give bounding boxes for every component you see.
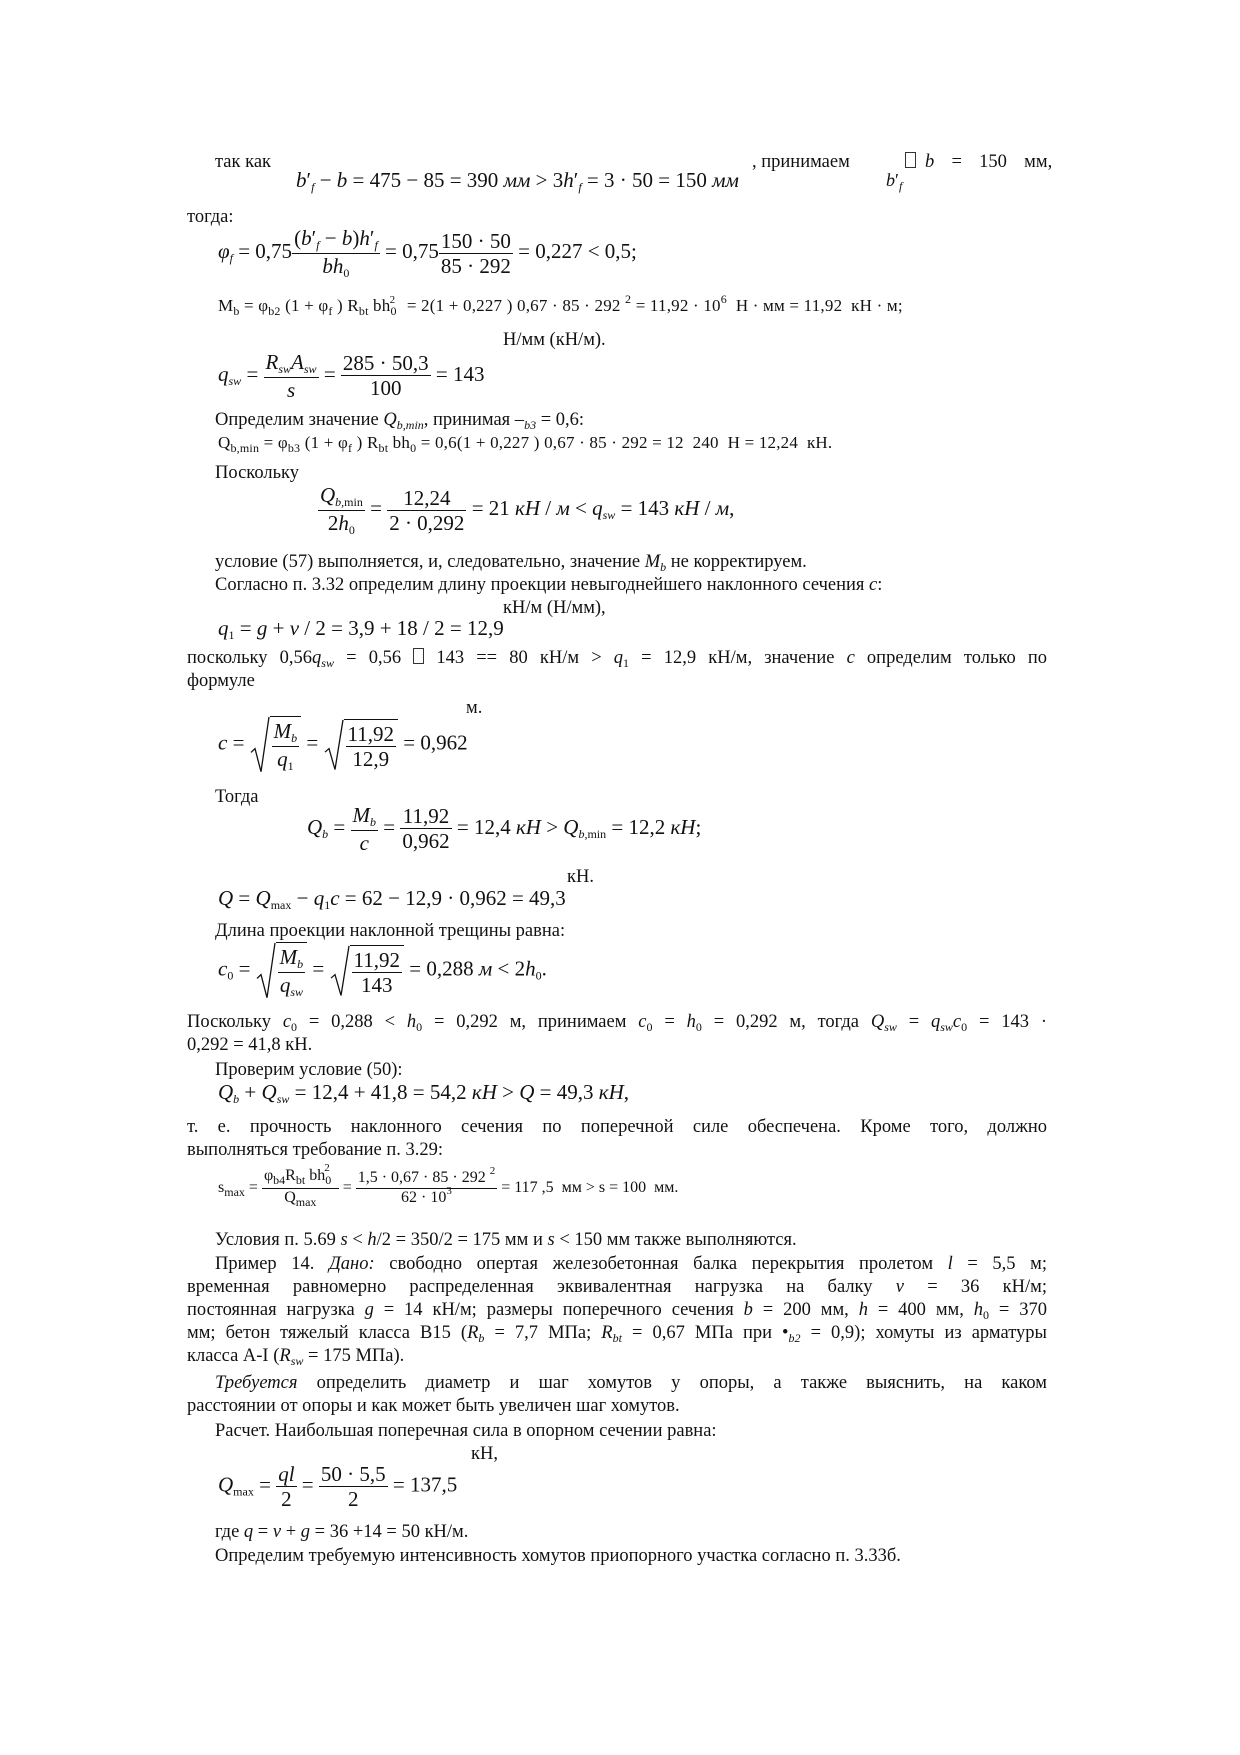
text-prochnost-l2: выполняться требование п. 3.29: — [187, 1140, 444, 1160]
text-b-150mm: b = 150 мм, — [925, 152, 1053, 172]
formula-qbmin-over-2h0: $\frac{Q_{b,min}}{2h_0}$ = $\frac{12,24}{2 \cdot 0,292}$ = 21 кН / $м < q_{sw} = 143$ кН / м, — [320, 483, 735, 537]
text-opredelim-qbmin: Определим значение $Q_{b,min}$, принимая $-_{b3} = 0,6$: — [215, 410, 585, 432]
text-tak-kak: так как — [215, 152, 272, 172]
formula-c0: $c_0$ = $\frac{M_b}{q_{sw}}$ = $\frac{11,92}{143}$ = 0,288 $м < 2h_0$. — [218, 942, 547, 1000]
text-poskolku-c0: Поскольку $c_0 = 0,288 < h_0 = 0,292$ м, принимаем $c_0 = h_0 = 0,292$ м, тогда $Q_{sw} = q_{sw}c_0 = 143$ · — [187, 1012, 1047, 1034]
formula-qbmin: $Q_{b,min} = \varphi_{b3}$ ($1 + \varphi_f$ ) $R_{bt}$ $bh_0 = 0,6(1 + 0,227$ ) 0,67 · 85 · 292 = 12 240 Н = 12,24 кН. — [218, 433, 833, 455]
text-togda-2: Тогда — [215, 787, 259, 807]
text-formule: формуле — [187, 671, 255, 691]
text-primer14-l5: класса A-I ($R_{sw} = 175$ МПа). — [187, 1346, 405, 1368]
text-0292-418: 0,292 = 41,8 кН. — [187, 1035, 313, 1055]
text-poskolku: Поскольку — [215, 463, 299, 483]
formula-c: c = $\frac{M_b}{q_1}$ = $\frac{11,92}{12,9}$ = 0,962 — [218, 716, 468, 774]
text-gde-q: где q = v + g = 36 +14 = 50 кН/м. — [215, 1522, 469, 1542]
text-opredelim-intensivnost: Определим требуемую интенсивность хомутов приопорного участка согласно п. 3.33б. — [215, 1546, 901, 1566]
text-primer14-l4: мм; бетон тяжелый класса B15 ($R_b = 7,7$ МПа; $R_{bt} = 0,67$ МПа при $•_{b2} = 0,9$); хомуты из арматуры — [187, 1323, 1047, 1345]
text-primer14-l2: временная равномерно распределенная эквивалентная нагрузка на балку v = 36 кН/м; — [187, 1277, 1047, 1297]
text-unit-m: м. — [466, 698, 483, 718]
formula-phi-f: $\varphi_f = 0,75$ $\frac{(b'_f - b)h'_f}{bh_0}$ = 0,75 $\frac{150 \cdot 50}{85 \cdot 292}$ = 0,227 < 0,5; — [218, 226, 637, 280]
formula-qmax: $Q_{max}$ = $\frac{ql}{2}$ = $\frac{50 \cdot 5,5}{2}$ = 137,5 — [218, 1462, 458, 1512]
formula-qsw: $q_{sw}$ = $\frac{R_{sw}A_{sw}}{s}$ = $\frac{285 \cdot 50,3}{100}$ = 143 — [218, 350, 485, 402]
text-usloviya-569: Условия п. 5.69 s < h/2 = 350/2 = 175 мм и s < 150 мм также выполняются. — [215, 1230, 797, 1250]
text-dlina: Длина проекции наклонной трещины равна: — [215, 921, 566, 941]
formula-q1: $q_1 = g + v / 2 = 3,9 + 18 / 2 = 12,9$ — [218, 616, 504, 642]
formula-smax: $s_{max}$ = $\frac{\varphi_{b4}R_{bt} bh_0^2}{Q_{max}}$ = $\frac{1,5 \cdot 0,67 \cdot 85 \cdot 292 ^2}{62 \cdot 10^3}$ = 117 ,5 мм > s = 100 мм. — [218, 1162, 679, 1209]
text-raschet: Расчет. Наибольшая поперечная сила в опорном сечении равна: — [215, 1421, 717, 1441]
text-primer14-l1: Пример 14. Дано: свободно опертая железобетонная балка перекрытия пролетом l = 5,5 м; — [215, 1254, 1048, 1274]
text-togda: тогда: — [187, 207, 234, 227]
formula-q: $Q = Q_{max} - q_1c = 62 - 12,9 \cdot 0,962 = 49,3$ — [218, 886, 566, 912]
text-unit-nmm: Н/мм (кН/м). — [503, 330, 606, 350]
text-proverim: Проверим условие (50): — [215, 1060, 403, 1080]
missing-glyph-box — [905, 151, 916, 173]
missing-glyph-box — [413, 648, 424, 664]
formula-mb: $M_b = \varphi_{b2}$ ($1 + \varphi_f$ ) $R_{bt}$ $bh_0^2 = 2(1 + 0,227$ ) 0,67 · 85 · 292 $^2 = 11,92 \cdot 10^6$ Н · мм = 11,92 кН · м; — [218, 292, 903, 318]
formula-qb: $Q_b$ = $\frac{M_b}{c}$ = $\frac{11,92}{0,962}$ = 12,4 кН > $Q_{b,min} = 12,2$ кН; — [307, 803, 702, 855]
text-trebuetsya-l2: расстоянии от опоры и как может быть увеличен шаг хомутов. — [187, 1396, 680, 1416]
formula-bf-minus-b: $b'_f - b = 475 - 85 = 390$ мм > $3h'_f = 3 \cdot 50 = 150$ мм — [296, 168, 739, 194]
symbol-bf: $b'_f$ — [886, 170, 903, 193]
text-unit-knm: кН/м (Н/мм), — [503, 598, 606, 618]
text-prinimaem: , принимаем — [752, 152, 850, 172]
text-soglasno-332: Согласно п. 3.32 определим длину проекции невыгоднейшего наклонного сечения c: — [215, 575, 883, 595]
text-primer14-l3: постоянная нагрузка g = 14 кН/м; размеры поперечного сечения b = 200 мм, h = 400 мм, $h_0 = 370$ — [187, 1300, 1047, 1322]
text-unit-kn-comma: кН, — [471, 1444, 498, 1464]
text-prochnost-l1: т. е. прочность наклонного сечения по поперечной силе обеспечена. Кроме того, должно — [187, 1117, 1047, 1137]
text-unit-kn: кН. — [567, 867, 594, 887]
text-uslovie-57: условие (57) выполняется, и, следовательно, значение $M_b$ не корректируем. — [215, 552, 807, 574]
formula-check-50: $Q_b + Q_{sw} = 12,4 + 41,8 = 54,2$ кН > Q = 49,3 кН, — [218, 1080, 630, 1106]
text-poskolku-056: поскольку $0,56q_{sw} = 0,56$ 143 == 80 $кН/м > q_1 = 12,9$ кН/м, значение c определим только по — [187, 648, 1048, 670]
text-trebuetsya-l1: Требуется определить диаметр и шаг хомутов у опоры, а также выяснить, на каком — [215, 1373, 1047, 1393]
